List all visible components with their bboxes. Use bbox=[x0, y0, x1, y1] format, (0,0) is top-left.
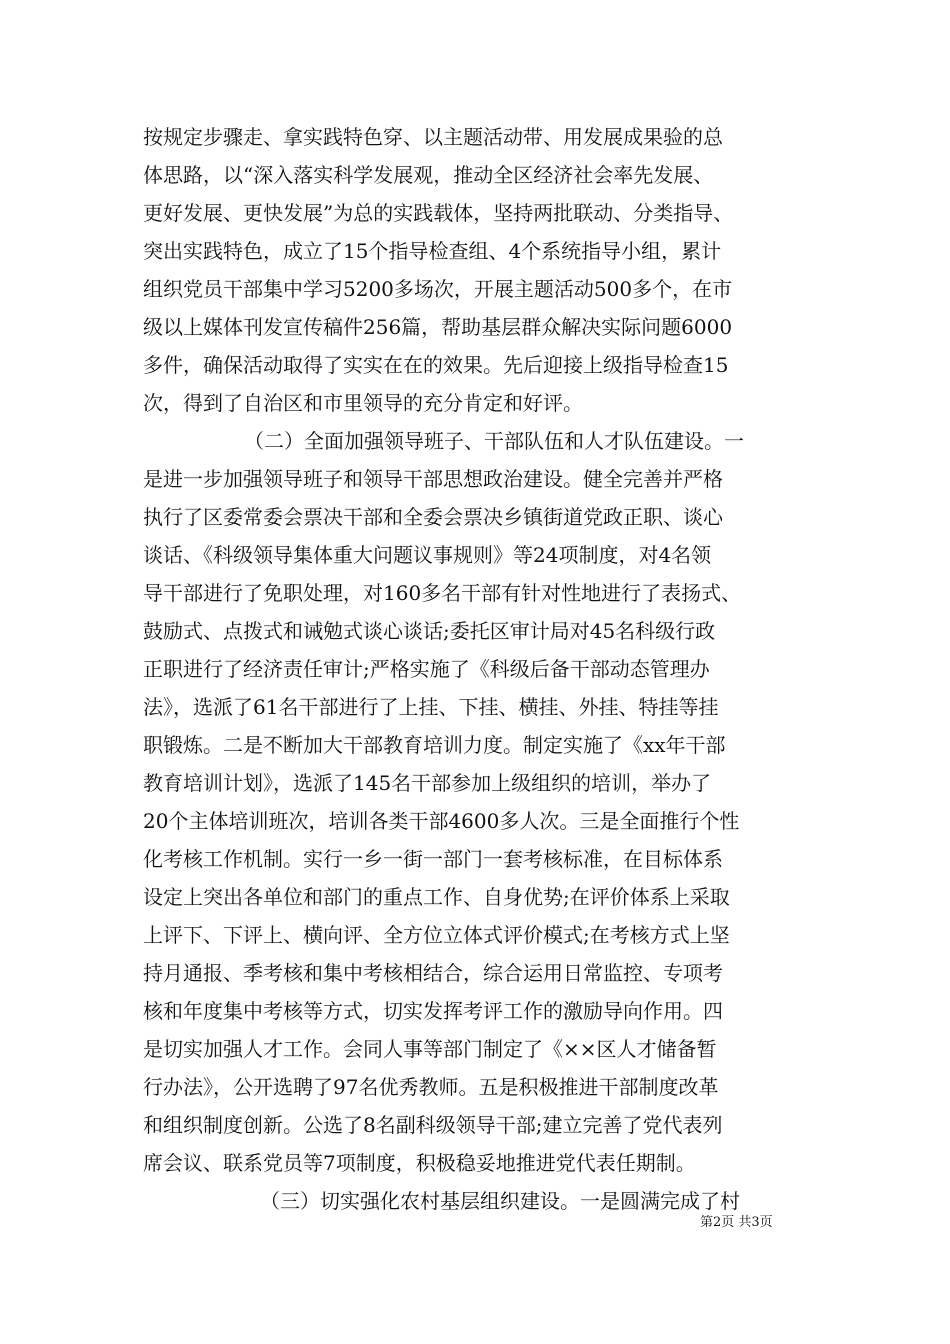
text-line: 和组织制度创新。公选了8名副科级领导干部;建立完善了党代表列 bbox=[143, 1113, 723, 1137]
text-line: 导干部进行了免职处理，对160多名干部有针对性地进行了表扬式、 bbox=[143, 581, 742, 605]
text-line: 执行了区委常委会票决干部和全委会票决乡镇街道党政正职、谈心 bbox=[143, 505, 723, 529]
text-line: 设定上突出各单位和部门的重点工作、自身优势;在评价体系上采取 bbox=[143, 885, 730, 909]
text-line: 次，得到了自治区和市里领导的充分肯定和好评。 bbox=[143, 391, 583, 415]
text-line: 法》，选派了61名干部进行了上挂、下挂、横挂、外挂、特挂等挂 bbox=[143, 695, 719, 719]
text-line: 多件，确保活动取得了实实在在的效果。先后迎接上级指导检查15 bbox=[143, 353, 729, 377]
text-line: 职锻炼。二是不断加大干部教育培训力度。制定实施了《xx年干部 bbox=[143, 733, 726, 757]
text-line: 更好发展、更快发展”为总的实践载体，坚持两批联动、分类指导、 bbox=[143, 201, 734, 225]
text-line: 化考核工作机制。实行一乡一街一部门一套考核标准，在目标体系 bbox=[143, 847, 723, 871]
text-line: 教育培训计划》，选派了145名干部参加上级组织的培训，举办了 bbox=[143, 771, 712, 795]
text-line: 核和年度集中考核等方式，切实发挥考评工作的激励导向作用。四 bbox=[143, 999, 723, 1023]
text-line: 是切实加强人才工作。会同人事等部门制定了《××区人才储备暂 bbox=[143, 1037, 717, 1061]
text-line: 上评下、下评上、横向评、全方位立体式评价模式;在考核方式上坚 bbox=[143, 923, 730, 947]
text-line: 组织党员干部集中学习5200多场次，开展主题活动500多个，在市 bbox=[143, 277, 733, 301]
section-heading-2: （二）全面加强领导班子、干部队伍和人才队伍建设。一 bbox=[244, 429, 744, 453]
text-line: 持月通报、季考核和集中考核相结合，综合运用日常监控、专项考 bbox=[143, 961, 723, 985]
text-line: 谈话、《科级领导集体重大问题议事规则》等24项制度，对4名领 bbox=[143, 543, 712, 567]
section-heading-3: （三）切实强化农村基层组织建设。一是圆满完成了村 bbox=[260, 1189, 740, 1213]
text-line: 20个主体培训班次，培训各类干部4600多人次。三是全面推行个性 bbox=[143, 809, 740, 833]
text-line: 鼓励式、点拨式和诫勉式谈心谈话;委托区审计局对45名科级行政 bbox=[143, 619, 716, 643]
text-line: 突出实践特色，成立了15个指导检查组、4个系统指导小组，累计 bbox=[143, 239, 722, 263]
page-number: 第2页 共3页 bbox=[700, 1215, 773, 1230]
text-line: 正职进行了经济责任审计;严格实施了《科级后备干部动态管理办 bbox=[143, 657, 710, 681]
text-line: 级以上媒体刊发宣传稿件256篇，帮助基层群众解决实际问题6000 bbox=[143, 315, 733, 339]
text-line: 行办法》，公开选聘了97名优秀教师。五是积极推进干部制度改革 bbox=[143, 1075, 719, 1099]
text-line: 体思路，以“深入落实科学发展观，推动全区经济社会率先发展、 bbox=[143, 163, 714, 187]
text-line: 席会议、联系党员等7项制度，积极稳妥地推进党代表任期制。 bbox=[143, 1151, 696, 1175]
text-line: 按规定步骤走、拿实践特色穿、以主题活动带、用发展成果验的总 bbox=[143, 125, 723, 149]
text-line: 是进一步加强领导班子和领导干部思想政治建设。健全完善并严格 bbox=[143, 467, 723, 491]
